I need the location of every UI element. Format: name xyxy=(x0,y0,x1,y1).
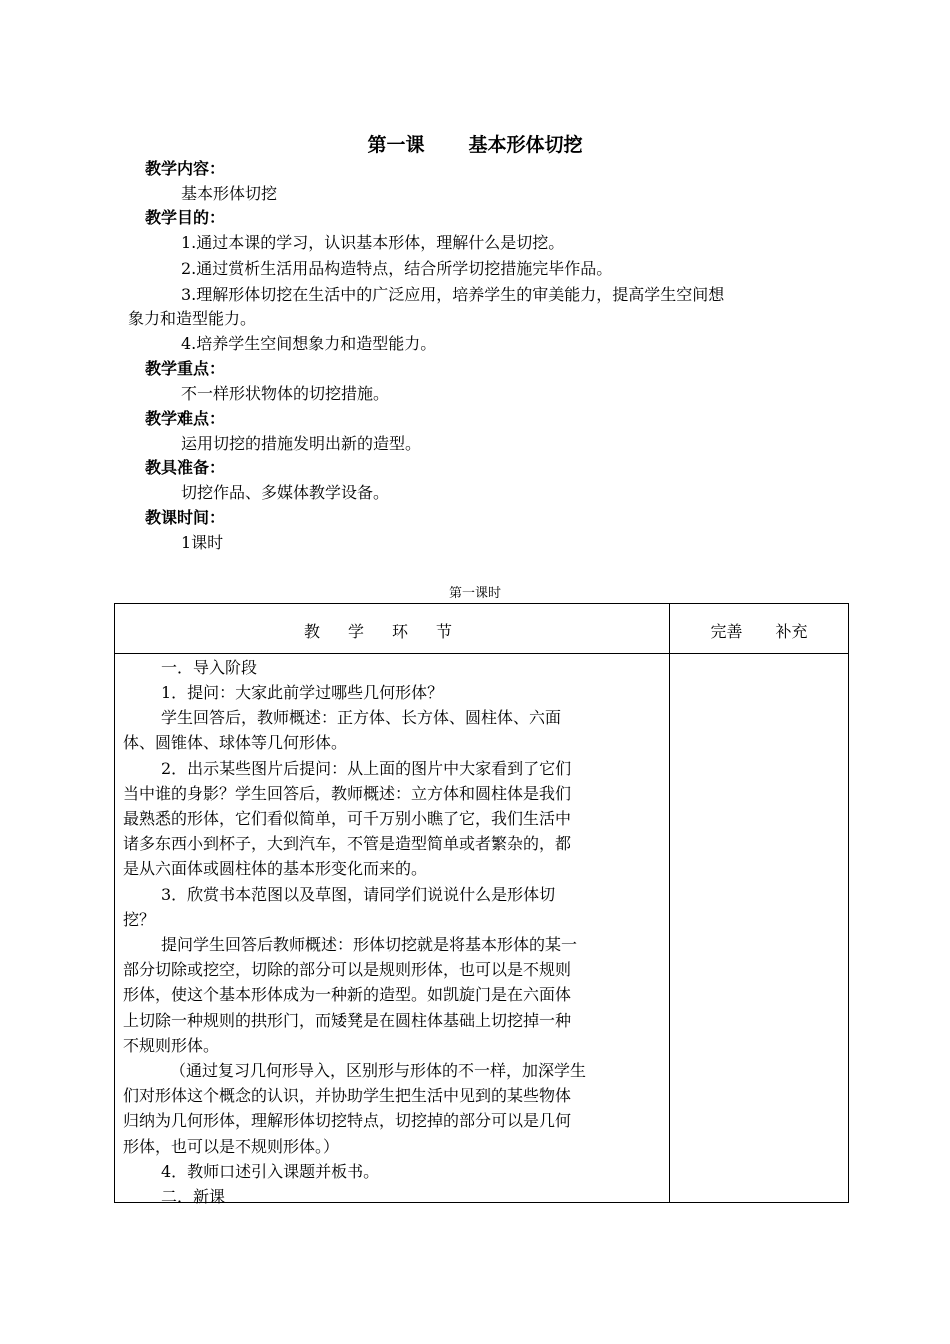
table-line: 体、圆锥体、球体等几何形体。 xyxy=(123,733,348,752)
table-line: 上切除一种规则的拱形门，而矮凳是在圆柱体基础上切挖掉一种 xyxy=(123,1011,572,1030)
tools-text: 切挖作品、多媒体教学设备。 xyxy=(181,483,390,502)
table-line: 学生回答后，教师概述：正方体、长方体、圆柱体、六面 xyxy=(161,708,562,727)
key-text: 不一样形状物体的切挖措施。 xyxy=(181,384,390,403)
goal-item-3: 3.理解形体切挖在生活中的广泛应用，培养学生的审美能力，提高学生空间想 xyxy=(181,285,725,304)
lesson-topic: 基本形体切挖 xyxy=(468,134,583,156)
table-line: 4．教师口述引入课题并板书。 xyxy=(161,1162,380,1181)
content-heading: 教学内容： xyxy=(145,159,226,178)
table-line: 挖？ xyxy=(123,910,156,929)
difficulty-heading: 教学难点： xyxy=(145,409,226,428)
table-line: 二．新课 xyxy=(161,1187,226,1206)
time-text: 1课时 xyxy=(181,533,224,552)
difficulty-text: 运用切挖的措施发明出新的造型。 xyxy=(181,434,422,453)
table-line: 是从六面体或圆柱体的基本形变化而来的。 xyxy=(123,859,428,878)
lesson-period-label: 第一课时 xyxy=(448,586,501,601)
table-line: 归纳为几何形体，理解形体切挖特点，切挖掉的部分可以是几何 xyxy=(123,1111,572,1130)
goal-item-3-cont: 象力和造型能力。 xyxy=(128,309,257,328)
table-line: 3．欣赏书本范图以及草图，请同学们说说什么是形体切 xyxy=(161,885,556,904)
table-header-row xyxy=(115,604,848,654)
goal-item-4: 4.培养学生空间想象力和造型能力。 xyxy=(181,334,437,353)
table-line: 2．出示某些图片后提问：从上面的图片中大家看到了它们 xyxy=(161,759,572,778)
table-line: （通过复习几何形导入，区别形与形体的不一样，加深学生 xyxy=(170,1061,587,1080)
time-heading: 教课时间： xyxy=(145,508,226,527)
key-heading: 教学重点： xyxy=(145,359,226,378)
page-title xyxy=(0,130,950,157)
table-line: 诸多东西小到杯子，大到汽车，不管是造型简单或者繁杂的，都 xyxy=(123,834,572,853)
table-line: 提问学生回答后教师概述：形体切挖就是将基本形体的某一 xyxy=(161,935,578,954)
table-line: 当中谁的身影？学生回答后，教师概述：立方体和圆柱体是我们 xyxy=(123,784,572,803)
teaching-table xyxy=(114,603,849,1206)
table-line: 形体，也可以是不规则形体。） xyxy=(123,1137,340,1156)
header-supplement: 完善 补充 xyxy=(710,622,808,641)
table-line: 们对形体这个概念的认识，并协助学生把生活中见到的某些物体 xyxy=(123,1086,572,1105)
tools-heading: 教具准备： xyxy=(145,458,226,477)
goal-item-2: 2.通过赏析生活用品构造特点，结合所学切挖措施完毕作品。 xyxy=(181,259,613,278)
lesson-number: 第一课 xyxy=(367,134,425,156)
goal-item-1: 1.通过本课的学习，认识基本形体，理解什么是切挖。 xyxy=(181,233,565,252)
supplement-cell xyxy=(670,655,848,1202)
table-line: 部分切除或挖空，切除的部分可以是规则形体，也可以是不规则 xyxy=(123,960,572,979)
content-text: 基本形体切挖 xyxy=(181,184,278,203)
table-line: 最熟悉的形体，它们看似简单，可千万别小瞧了它，我们生活中 xyxy=(123,809,572,828)
goal-heading: 教学目的： xyxy=(145,208,226,227)
table-line: 1．提问：大家此前学过哪些几何形体？ xyxy=(161,683,444,702)
header-teaching-steps: 教学环节 xyxy=(303,622,480,641)
table-line: 形体，使这个基本形体成为一种新的造型。如凯旋门是在六面体 xyxy=(123,985,572,1004)
table-line: 一．导入阶段 xyxy=(161,658,258,677)
table-line: 不规则形体。 xyxy=(123,1036,220,1055)
